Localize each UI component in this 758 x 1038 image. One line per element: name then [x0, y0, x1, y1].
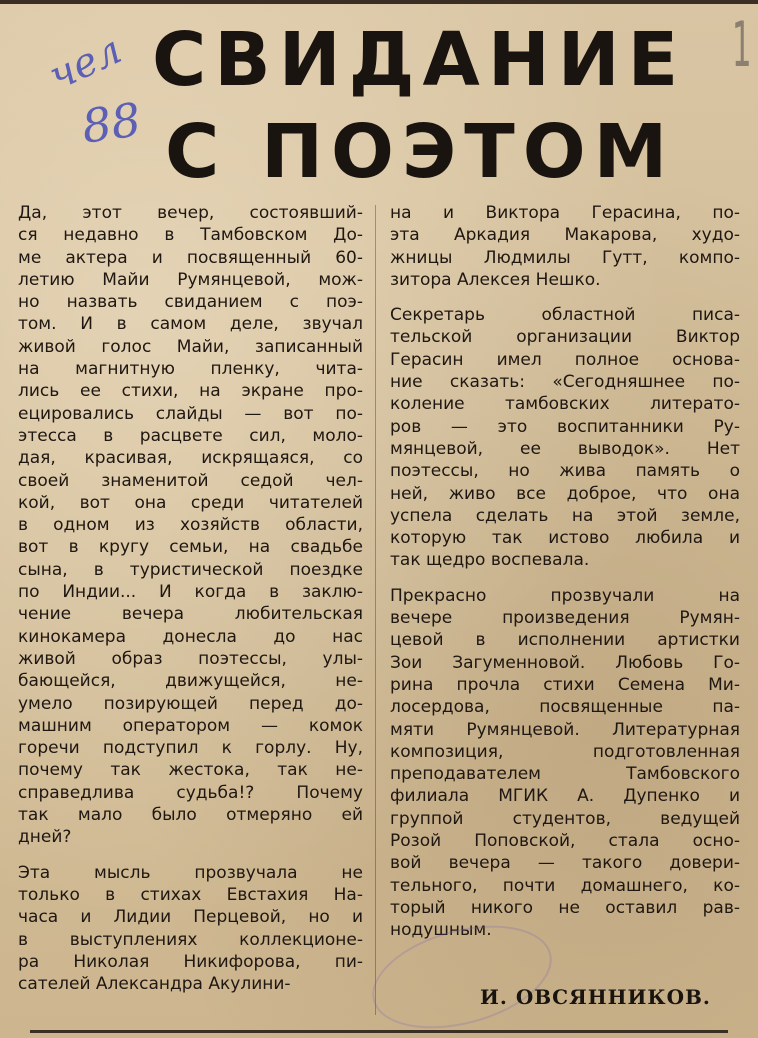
text-line: но назвать свиданием с поэ-: [18, 292, 363, 313]
text-line: преподавателем Тамбовского: [390, 764, 740, 785]
text-line: нодушным.: [390, 920, 492, 941]
text-line: вой вечера — такого довери-: [390, 853, 740, 874]
text-line: ся недавно в Тамбовском До-: [18, 225, 363, 246]
text-line: ра Николая Никифорова, пи-: [18, 951, 363, 972]
text-line: кой, вот она среди читателей: [18, 492, 363, 513]
text-line: вечере произведения Румян-: [390, 608, 740, 629]
text-line: умело позирующей перед до-: [18, 693, 363, 714]
text-line: рина прочла стихи Семена Ми-: [390, 674, 740, 695]
text-line: в выступлениях коллекционе-: [18, 929, 363, 950]
headline-line-1: СВИДАНИЕ: [152, 17, 687, 103]
text-line: сына, в туристической поездке: [18, 559, 363, 580]
text-line: коление тамбовских литерато-: [390, 394, 740, 415]
text-line: только в стихах Евстахия На-: [18, 884, 363, 905]
text-line: на и Виктора Герасина, по-: [390, 203, 740, 223]
text-line: Эта мысль прозвучала не: [18, 862, 363, 883]
text-line: ме актера и посвященный 60-: [18, 247, 363, 268]
column-divider: [375, 205, 376, 1015]
paragraph-gap: [390, 291, 740, 304]
text-line: тельской организации Виктор: [390, 327, 740, 348]
text-line: торый никого не оставил рав-: [390, 897, 740, 918]
text-line: своей знаменитой седой чел-: [18, 470, 363, 491]
text-line: дая, красивая, искрящаяся, со: [18, 448, 363, 469]
text-line: так щедро воспевала.: [390, 550, 590, 571]
handwritten-number: 88: [78, 92, 145, 154]
text-line: вот в кругу семьи, на свадьбе: [18, 537, 363, 558]
author-signature: И. ОВСЯННИКОВ.: [480, 985, 711, 1009]
text-line: группой студентов, ведущей: [390, 808, 740, 829]
text-line: успела сделать на этой земле,: [390, 505, 740, 526]
text-line: Герасин имел полное основа-: [390, 349, 740, 370]
text-line: в одном из хозяйств области,: [18, 515, 363, 536]
text-line: Розой Поповской, стала осно-: [390, 831, 740, 852]
text-line: так мало было отмеряно ей: [18, 805, 363, 826]
text-line: цевой в исполнении артистки: [390, 630, 740, 651]
text-line: на магнитную пленку, чита-: [18, 359, 363, 380]
handwritten-note: чел: [42, 26, 129, 100]
text-line: бающейся, движущейся, не-: [18, 671, 363, 692]
text-line: летию Майи Румянцевой, мож-: [18, 269, 363, 290]
text-line: том. И в самом деле, звучал: [18, 314, 363, 335]
text-line: композиция, подготовленная: [390, 741, 740, 762]
text-line: зитора Алексея Нешко.: [390, 269, 601, 290]
text-line: ров — это воспитанники Ру-: [390, 416, 740, 437]
pencil-corner-number: 1: [731, 8, 752, 81]
text-line: по Индии... И когда в заклю-: [18, 582, 363, 603]
text-line: Зои Загуменновой. Любовь Го-: [390, 652, 740, 673]
text-line: которую так истово любила и: [390, 528, 740, 549]
text-line: филиала МГИК А. Дупенко и: [390, 786, 740, 807]
bottom-rule: [30, 1030, 728, 1033]
text-line: Прекрасно прозвучали на: [390, 585, 740, 606]
text-line: ние сказать: «Сегодняшнее по-: [390, 372, 740, 393]
text-line: Да, этот вечер, состоявший-: [18, 203, 363, 223]
text-line: почему так жестока, так не-: [18, 760, 363, 781]
text-line: справедлива судьба!? Почему: [18, 782, 363, 803]
text-line: лись ее стихи, на экране про-: [18, 381, 363, 402]
text-line: дней?: [18, 827, 72, 848]
text-line: Секретарь областной писа-: [390, 305, 740, 326]
article-right-column: [390, 202, 740, 942]
text-line: живой голос Майи, записанный: [18, 336, 363, 357]
text-line: мяти Румянцевой. Литературная: [390, 719, 740, 740]
text-line: кинокамера донесла до нас: [18, 626, 363, 647]
text-line: живой образ поэтессы, улы-: [18, 648, 363, 669]
text-line: лосердова, посвященные па-: [390, 697, 740, 718]
text-line: машним оператором — комок: [18, 715, 363, 736]
article-left-column: [18, 202, 363, 995]
text-line: поэтессы, но жива память о: [390, 461, 740, 482]
paragraph-gap: [390, 572, 740, 585]
text-line: ецировались слайды — вот по-: [18, 403, 363, 424]
top-rule: [0, 0, 758, 4]
text-line: мянцевой, ее выводок». Нет: [390, 438, 740, 459]
text-line: горечи подступил к горлу. Ну,: [18, 738, 363, 759]
text-line: жницы Людмилы Гутт, компо-: [390, 247, 740, 268]
text-line: часа и Лидии Перцевой, но и: [18, 907, 363, 928]
text-line: этесса в расцвете сил, моло-: [18, 425, 363, 446]
text-line: тельного, почти домашнего, ко-: [390, 875, 740, 896]
text-line: чение вечера любительская: [18, 604, 363, 625]
text-line: сателей Александра Акулини-: [18, 974, 291, 995]
paragraph-gap: [18, 849, 363, 862]
text-line: эта Аркадия Макарова, худо-: [390, 225, 740, 246]
text-line: ней, живо все доброе, что она: [390, 483, 740, 504]
headline-line-2: С ПОЭТОМ: [165, 109, 676, 195]
